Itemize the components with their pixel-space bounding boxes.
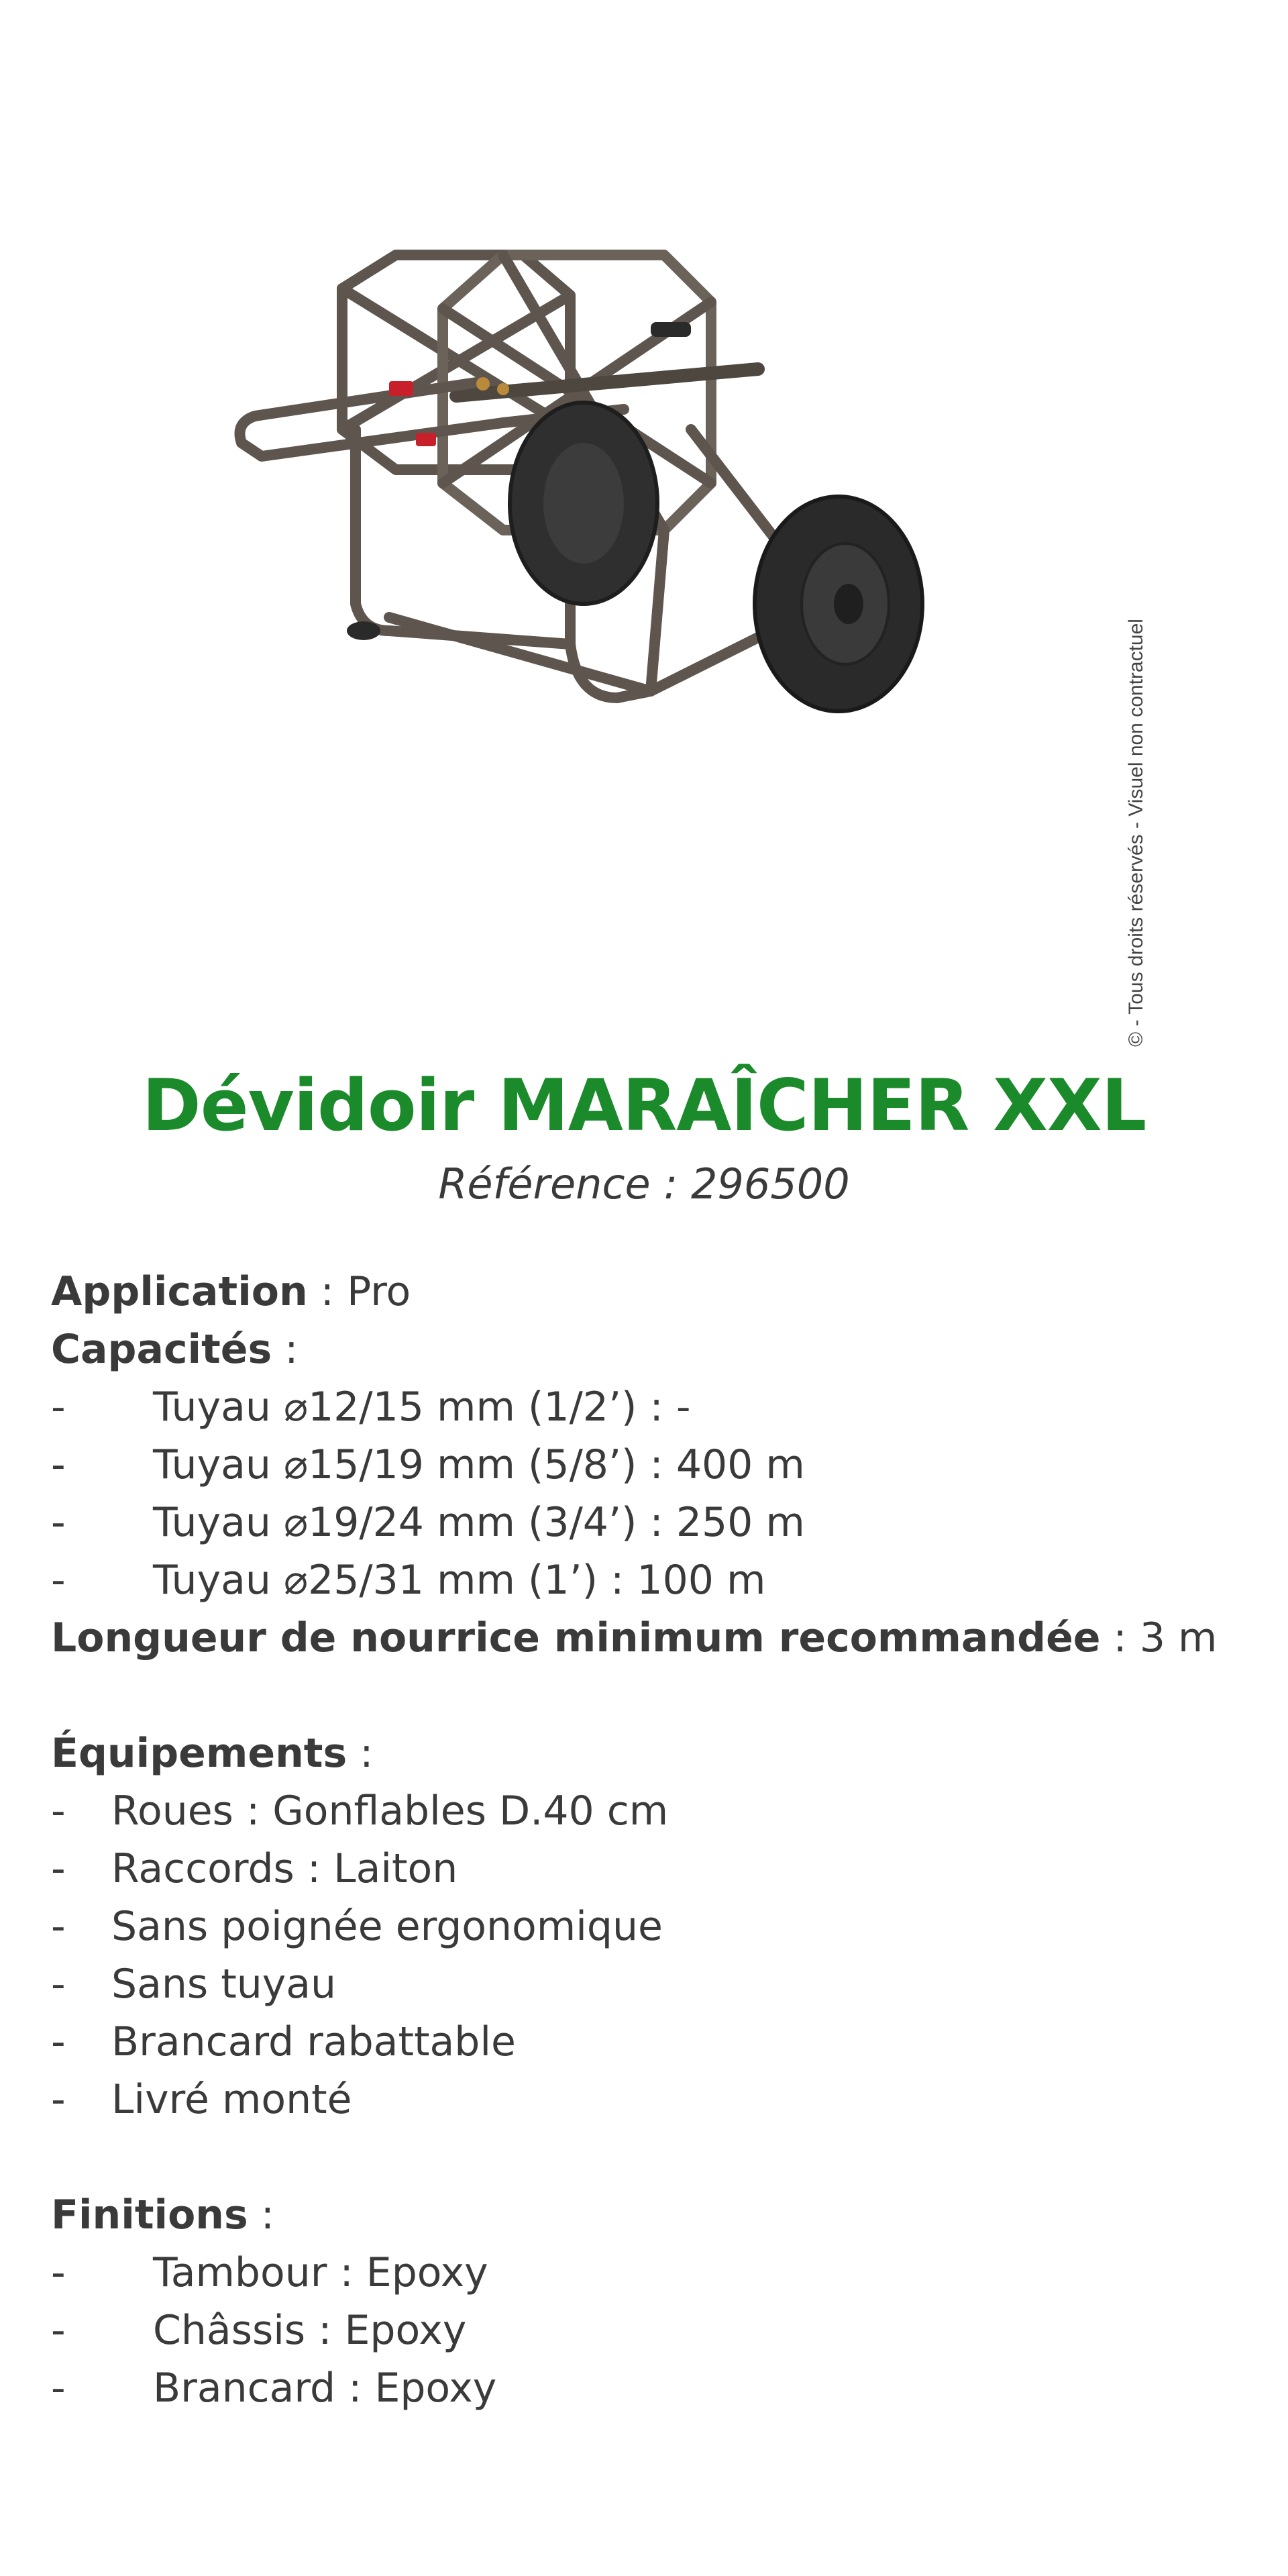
list-item: - Raccords : Laiton	[51, 1845, 458, 1892]
copyright-notice: © - Tous droits réservés - Visuel non contractuel	[1125, 619, 1147, 1047]
list-item: - Tuyau ⌀15/19 mm (5/8’) : 400 m	[51, 1441, 805, 1488]
list-item: - Brancard rabattable	[51, 2018, 516, 2065]
equipements-heading: Équipements :	[51, 1730, 374, 1777]
list-item: - Tambour : Epoxy	[51, 2249, 488, 2296]
red-clamp	[389, 381, 413, 396]
list-item: - Sans poignée ergonomique	[51, 1903, 663, 1950]
crank-handle	[651, 322, 691, 337]
capacites-heading: Capacités :	[51, 1326, 299, 1373]
brass-fitting	[476, 377, 490, 391]
list-item: - Tuyau ⌀12/15 mm (1/2’) : -	[51, 1384, 691, 1431]
list-item: - Tuyau ⌀25/31 mm (1’) : 100 m	[51, 1557, 766, 1604]
red-clamp	[416, 433, 436, 446]
application-line: Application : Pro	[51, 1268, 411, 1315]
finitions-heading: Finitions :	[51, 2192, 275, 2238]
hose-reel-cart-image	[221, 228, 1080, 866]
list-item: - Châssis : Epoxy	[51, 2307, 467, 2354]
product-specs	[51, 1263, 1258, 2417]
list-item: - Sans tuyau	[51, 1961, 337, 2008]
product-reference: Référence : 296500	[438, 1160, 850, 1208]
list-item: - Tuyau ⌀19/24 mm (3/4’) : 250 m	[51, 1499, 805, 1546]
list-item: - Livré monté	[51, 2076, 352, 2123]
product-title: Dévidoir MARAÎCHER XXL	[142, 1064, 1146, 1147]
longueur-line: Longueur de nourrice minimum recommandée : 3 m	[51, 1614, 1218, 1661]
list-item: - Brancard : Epoxy	[51, 2365, 497, 2412]
list-item: - Roues : Gonflables D.40 cm	[51, 1788, 669, 1835]
